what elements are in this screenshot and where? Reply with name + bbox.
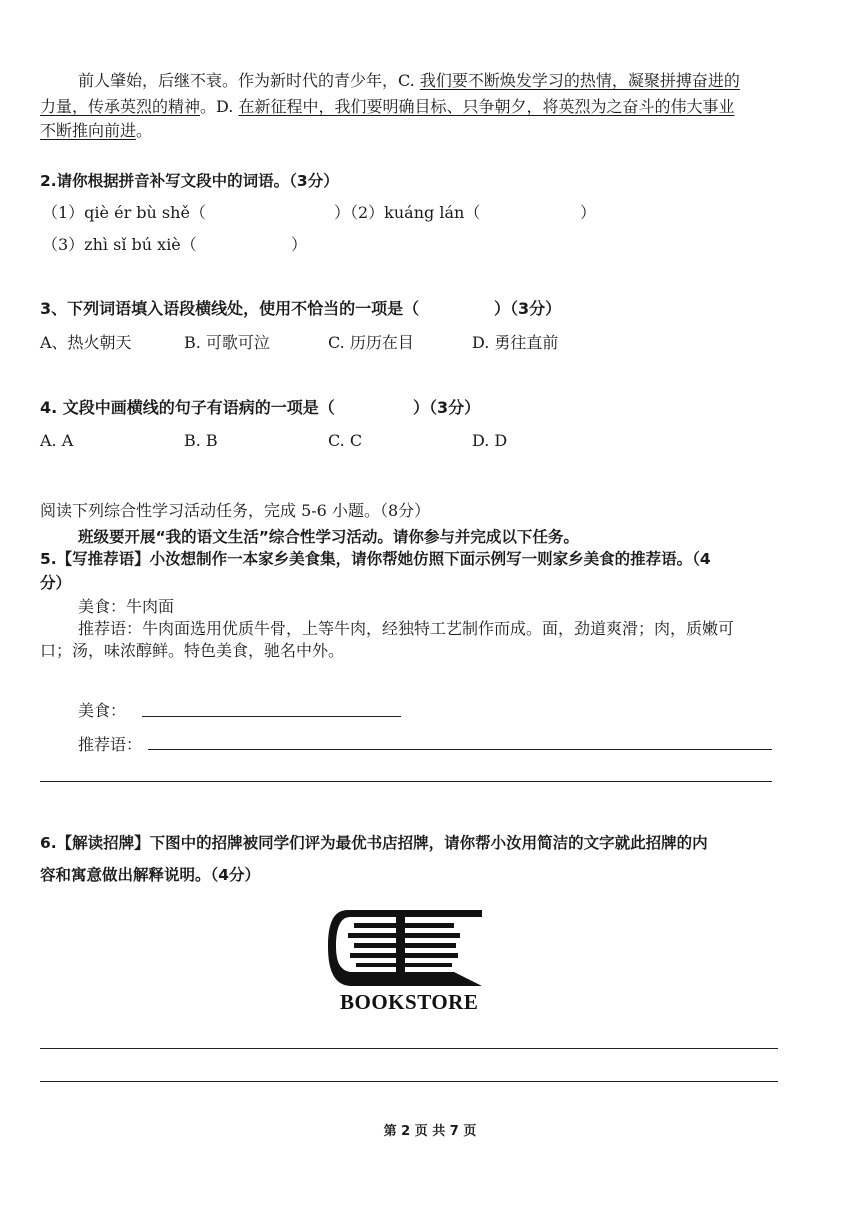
q4-score: ）（3分） <box>413 398 481 417</box>
passage-line-3 <box>40 120 152 142</box>
q3-option-c: C. 历历在目 <box>328 333 414 352</box>
sentence-d: 在新征程中，我们要明确目标、只争朝夕，将英烈为之奋斗的伟大事业 <box>238 97 735 116</box>
q6-answer-line-1[interactable] <box>40 1048 778 1049</box>
q3-option-d: D. 勇往直前 <box>472 333 559 352</box>
q5-title-2: 分） <box>40 574 72 592</box>
q6-answer-line-2[interactable] <box>40 1081 778 1082</box>
q2-item-1: （1）qiè ér bù shě（ <box>42 203 206 222</box>
bookstore-logo-text: BOOKSTORE <box>340 990 479 1014</box>
q4-option-b: B. B <box>184 431 218 450</box>
q6-title-1: 6.【解读招牌】下图中的招牌被同学们评为最优书店招牌，请你帮小汝用简洁的文字就此招牌的内 <box>40 834 708 852</box>
bookstore-logo <box>326 906 488 992</box>
page-number: 第 2 页 共 7 页 <box>383 1124 477 1139</box>
passage-text: 前人肇始，后继不衰。作为新时代的青少年，C. <box>78 71 420 90</box>
q3-option-a: A、热火朝天 <box>40 333 132 352</box>
q4-option-c: C. C <box>328 431 363 450</box>
q5-food-answer-line[interactable] <box>142 716 401 717</box>
q2-item-3: （3）zhì sǐ bú xiè（ <box>42 235 197 254</box>
q6-title-2: 容和寓意做出解释说明。（4分） <box>40 866 261 884</box>
passage-line-1 <box>78 70 740 92</box>
q3-score: ）（3分） <box>494 299 562 318</box>
q5-example-food: 美食：牛肉面 <box>78 597 175 616</box>
q3-option-b: B. 可歌可泣 <box>184 333 270 352</box>
q4-option-a: A. A <box>40 431 74 450</box>
q2-title: 2.请你根据拼音补写文段中的词语。（3分） <box>40 172 339 190</box>
q5-rec-label: 推荐语： <box>78 735 143 754</box>
passage-text: 。D. <box>200 97 239 116</box>
q5-food-label: 美食： <box>78 701 127 720</box>
sentence-c-cont: 力量，传承英烈的精神 <box>40 97 201 116</box>
q4-title: 4. 文段中画横线的句子有语病的一项是（ <box>40 398 335 417</box>
q5-title-1: 5.【写推荐语】小汝想制作一本家乡美食集，请你帮她仿照下面示例写一则家乡美食的推荐语。（4 <box>40 550 711 568</box>
book-icon <box>326 906 488 988</box>
q2-item-3-close: ） <box>291 235 308 254</box>
q5-rec-answer-line-1[interactable] <box>148 749 772 750</box>
q5-example-rec-2: 口；汤，味浓醇鲜。特色美食，驰名中外。 <box>40 641 345 660</box>
q2-item-2-close: ） <box>580 203 597 222</box>
passage-text: 。 <box>136 121 153 140</box>
section-intro: 阅读下列综合性学习活动任务，完成 5-6 小题。（8分） <box>40 501 431 520</box>
q5-rec-answer-line-2[interactable] <box>40 781 772 782</box>
q3-title: 3、下列词语填入语段横线处，使用不恰当的一项是（ <box>40 299 420 318</box>
sentence-c: 我们要不断焕发学习的热情，凝聚拼搏奋进的 <box>419 71 740 90</box>
passage-line-2 <box>40 96 734 118</box>
q4-option-d: D. D <box>472 431 508 450</box>
section-task: 班级要开展“我的语文生活”综合性学习活动。请你参与并完成以下任务。 <box>78 528 579 546</box>
q2-item-2: ）（2）kuáng lán（ <box>334 203 481 222</box>
q5-example-rec-1: 推荐语：牛肉面选用优质牛骨，上等牛肉，经独特工艺制作而成。面，劲道爽滑；肉，质嫩可 <box>78 619 735 638</box>
sentence-d-cont: 不断推向前进 <box>40 121 137 140</box>
